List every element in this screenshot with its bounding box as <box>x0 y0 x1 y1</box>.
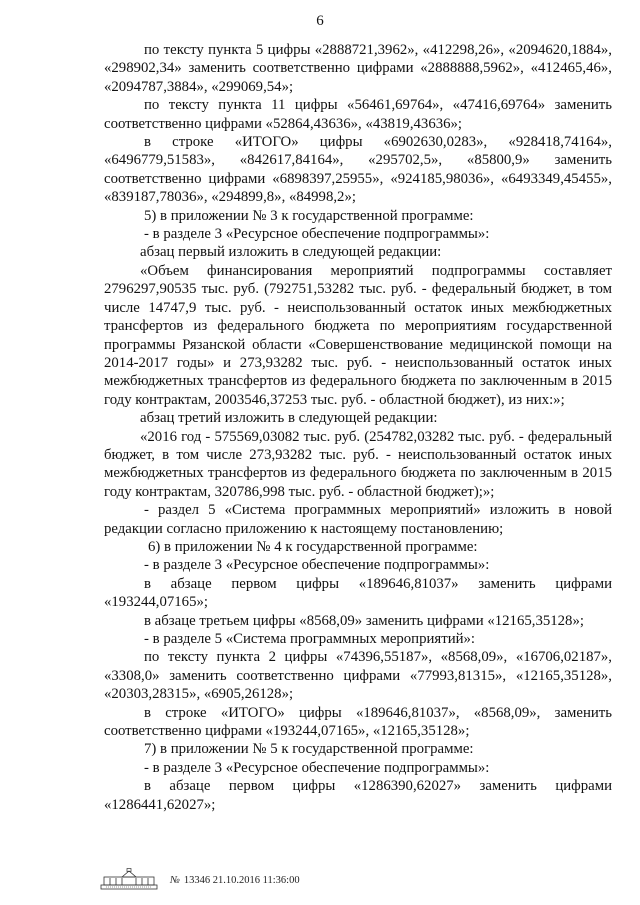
paragraph-appendix-4-item-2: по тексту пункта 2 цифры «74396,55187», «8568,09», «16706,02187», «3308,0» заменить соответственно цифрами «77993,81315», «12165,35128», «20303,28315», «6905,26128»; <box>104 649 612 703</box>
paragraph-first-abzac: абзац первый изложить в следующей редакции: <box>140 244 442 261</box>
paragraph-appendix-4-itogo: в строке «ИТОГО» цифры «189646,81037», «8568,09», заменить соответственно цифрами «193244,07165», «12165,35128»; <box>104 704 612 740</box>
paragraph-appendix-5-section-3: - в разделе 3 «Ресурсное обеспечение подпрограммы»: <box>144 759 490 776</box>
paragraph-appendix-3: 5) в приложении № 3 к государственной программе: <box>144 207 474 224</box>
registration-number-datetime: 13346 21.10.2016 11:36:00 <box>183 875 300 886</box>
page-number: 6 <box>316 13 324 29</box>
paragraph-appendix-4-first-abzac: в абзаце первом цифры «189646,81037» заменить цифрами «193244,07165»; <box>104 575 612 611</box>
paragraph-third-abzac: абзац третий изложить в следующей редакции: <box>140 410 438 427</box>
paragraph-item-5-text: по тексту пункта 5 цифры «2888721,3962», «412298,26», «2094620,1884», «298902,34» заменить соответственно цифрами «2888888,5962», «412465,46», «2094787,3884», «299069,54»; <box>104 42 612 95</box>
paragraph-appendix-5-first-abzac: в абзаце первом цифры «1286390,62027» заменить цифрами «1286441,62027»; <box>104 778 612 813</box>
document-body <box>104 41 612 814</box>
paragraph-appendix-4: 6) в приложении № 4 к государственной программе: <box>148 538 478 555</box>
building-logo-icon <box>100 868 158 890</box>
paragraph-itogo-row: в строке «ИТОГО» цифры «6902630,0283», «928418,74164», «6496779,51583», «842617,84164», «295702,5», «85800,9» заменить соответственно цифрами «6898397,25955», «924185,98036», «6493349,45455», «839187,78036», «294899,8», «84998,2»; <box>104 134 612 206</box>
paragraph-financing-volume: «Объем финансирования мероприятий подпрограммы составляет 2796297,90535 тыс. руб. (792751,53282 тыс. руб. - федеральный бюджет, в том числе 14747,9 тыс. руб. - неиспользованный остаток иных межбюджетных трансфертов из федерального бюджета по мероприятиям государственной программы Рязанской области «Совершенствование медицинской помощи на 2014-2017 годы» и 273,93282 тыс. руб. - неиспользованный остаток иных межбюджетных трансфертов из федерального бюджета по заключенным в 2015 году контрактам, 2003546,37253 тыс. руб. - областной бюджет), из них:»; <box>104 262 612 408</box>
paragraph-appendix-4-section-3: - в разделе 3 «Ресурсное обеспечение подпрограммы»: <box>144 557 490 574</box>
paragraph-appendix-4-section-5: - в разделе 5 «Система программных мероприятий»: <box>144 631 476 647</box>
document-footer <box>100 868 360 890</box>
document-registration-code <box>170 875 300 886</box>
paragraph-section-3-resources: - в разделе 3 «Ресурсное обеспечение подпрограммы»: <box>144 226 490 243</box>
paragraph-year-2016: «2016 год - 575569,03082 тыс. руб. (254782,03282 тыс. руб. - федеральный бюджет, в том числе 273,93282 тыс. руб. - неиспользованный остаток иных межбюджетных трансфертов из федерального бюджета по заключенным в 2015 году контрактам, 320786,998 тыс. руб. - областной бюджет);»; <box>104 428 612 500</box>
paragraph-appendix-5: 7) в приложении № 5 к государственной программе: <box>144 741 474 758</box>
paragraph-item-11-text: по тексту пункта 11 цифры «56461,69764», «47416,69764» заменить соответственно цифрами «52864,43636», «43819,43636»; <box>104 97 612 132</box>
paragraph-appendix-4-third-abzac: в абзаце третьем цифры «8568,09» заменить цифрами «12165,35128»; <box>144 612 584 629</box>
paragraph-section-5-new: - раздел 5 «Система программных мероприятий» изложить в новой редакции согласно приложению к настоящему постановлению; <box>104 502 612 537</box>
number-mark: № <box>170 875 180 886</box>
